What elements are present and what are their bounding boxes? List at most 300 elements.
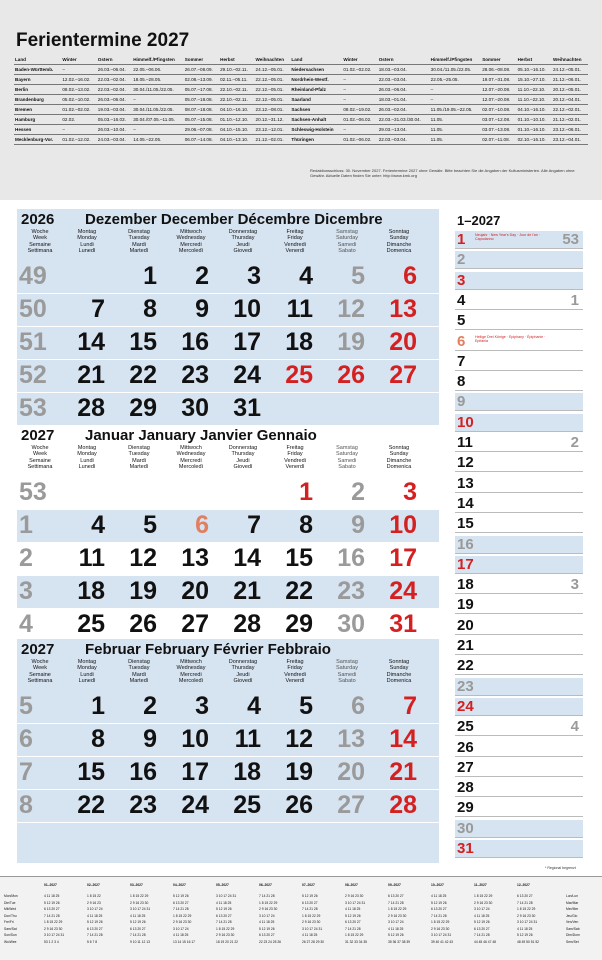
day-number: 26 [129, 610, 157, 638]
day-number: 19 [337, 328, 365, 356]
weekday-label: Donnerstag Thursday Jeudi Giovedì [228, 445, 258, 470]
day-number: 9 [351, 511, 365, 539]
day-number: 2 [351, 478, 365, 506]
holiday-cell: 29.10.–02.11. [219, 65, 254, 75]
day-number: 7 [247, 511, 261, 539]
day-strip-row [455, 739, 583, 757]
day-strip-number: 5 [457, 312, 466, 330]
day-strip-number: 16 [457, 535, 474, 553]
holiday-cell: 04.10.–15.10. [219, 125, 254, 135]
day-strip-number: 4 [457, 291, 466, 309]
weekday-header [17, 229, 439, 261]
day-number: 16 [129, 758, 157, 786]
day-strip-row [455, 272, 583, 290]
holiday-cell: 23.12.–12.01. [255, 125, 291, 135]
year-overview [0, 876, 602, 960]
day-strip-row [455, 312, 583, 330]
holiday-header: Himmelf./Pfingsten [132, 55, 184, 65]
holiday-cell: Baden-Württemb. [14, 65, 61, 75]
holiday-cell: 01.02.–02.02. [342, 65, 377, 75]
day-number: 15 [285, 544, 313, 572]
overview-month-grid: 1 8 15 22 29 2 9 16 23 30 3 10 17 24 4 11 18 25 5 12 19 26 6 13 20 27 7 14 21 28 44 45 46 47 48 [474, 894, 496, 944]
holiday-cell: 26.07.–08.09. [184, 65, 219, 75]
holiday-header: Winter [342, 55, 377, 65]
weekday-label: Montag Monday Lundi Lunedì [77, 659, 97, 684]
holiday-cell: 26.03.–06.04. [97, 95, 132, 105]
holiday-cell: 05.07.–17.08. [184, 85, 219, 95]
holiday-cell: 23.12.–06.01. [552, 125, 588, 135]
holiday-cell: 22.03.–03.04. [378, 135, 430, 145]
overview-month-title: 10–2027 [431, 883, 444, 887]
week-row [17, 790, 439, 823]
holiday-note: Neujahr · New Year's Day · Jour de l'an · Capodanno [475, 233, 540, 241]
day-number: 27 [181, 610, 209, 638]
holiday-cell: – [430, 85, 482, 95]
holiday-cell: 22.03.–02.04. [97, 75, 132, 85]
day-strip-number: 23 [457, 677, 474, 695]
holiday-cell: 22.03.–02.04. [97, 85, 132, 95]
day-strip-week: 3 [570, 576, 579, 594]
day-number: 23 [337, 577, 365, 605]
overview-month-title: 03–2027 [130, 883, 143, 887]
day-number: 11 [286, 295, 313, 323]
day-number: 30 [181, 394, 209, 422]
day-number: 19 [129, 577, 157, 605]
week-row [17, 261, 439, 294]
holiday-cell: Thüringen [290, 135, 342, 145]
holiday-cell: 21.12.–06.01. [552, 75, 588, 85]
overview-month-grid: 2 9 16 23 30 3 10 17 24 31 4 11 18 25 5 12 19 26 6 13 20 27 7 14 21 28 1 8 15 22 29 31 32 33 34 35 [345, 894, 367, 944]
day-number: 8 [143, 295, 157, 323]
week-row [17, 510, 439, 543]
holiday-cell: 22.10.–02.11. [219, 95, 254, 105]
day-number: 15 [77, 758, 105, 786]
day-number: 9 [195, 295, 209, 323]
day-strip-title: 1–2027 [457, 213, 501, 228]
day-number: 11 [78, 544, 105, 572]
holiday-cell: 22.03.–31.03./30.04. [378, 115, 430, 125]
day-number: 27 [337, 791, 365, 819]
day-number: 30 [337, 610, 365, 638]
holiday-cell: 29.06.–07.08. [184, 125, 219, 135]
week-row [17, 691, 439, 724]
day-number: 12 [285, 725, 313, 753]
holiday-cell: 04.10.–16.10. [517, 105, 552, 115]
week-number: 53 [19, 394, 47, 422]
holiday-cell: 11.10.–22.10. [517, 85, 552, 95]
day-number: 24 [233, 361, 261, 389]
day-strip-row [455, 698, 583, 716]
day-number: 25 [233, 791, 261, 819]
month-year: 2027 [21, 641, 55, 658]
holiday-cell: 20.12.–05.01. [552, 85, 588, 95]
day-number: 10 [389, 511, 417, 539]
day-number: 5 [351, 262, 365, 290]
holiday-cell: 21.12.–02.01. [552, 115, 588, 125]
week-row [17, 294, 439, 327]
day-number: 18 [77, 577, 105, 605]
holiday-cell: 03.07.–13.08. [481, 125, 516, 135]
holiday-cell: 30.04./07.05.–11.05. [132, 115, 184, 125]
day-strip-number: 28 [457, 779, 474, 797]
day-strip-row [455, 840, 583, 858]
day-strip-week: 53 [562, 231, 579, 248]
day-number: 10 [181, 725, 209, 753]
month-year: 2027 [21, 427, 55, 444]
holiday-note: Heilige Drei Könige · Epiphany · Épiphanie · Epifania [475, 334, 546, 343]
day-strip-number: 3 [457, 271, 466, 289]
holiday-cell: 02.10.–16.10. [517, 135, 552, 145]
holiday-cell: 24.12.–05.01. [552, 65, 588, 75]
overview-month-title: 11–2027 [474, 883, 487, 887]
holiday-cell: 28.06.–08.08. [481, 65, 516, 75]
weekday-label: Mittwoch Wednesday Mercredi Mercoledì [176, 445, 206, 470]
holiday-cell: Bremen [14, 105, 61, 115]
weekday-label: Montag Monday Lundi Lunedì [77, 229, 97, 254]
holiday-row [14, 105, 588, 115]
holiday-cell: 23.12.–04.01. [552, 135, 588, 145]
day-strip-number: 25 [457, 718, 474, 736]
overview-month-title: 09–2027 [388, 883, 401, 887]
holiday-cell: Niedersachsen [290, 65, 342, 75]
holiday-cell: 01.10.–10.10. [517, 115, 552, 125]
holiday-cell: 08.02.–13.02. [61, 85, 96, 95]
day-number: 3 [403, 478, 417, 506]
holiday-header: Weihnachten [552, 55, 588, 65]
holiday-cell: 22.12.–02.01. [552, 105, 588, 115]
holiday-cell: 26.03.–06.04. [378, 85, 430, 95]
weekday-label: Dienstag Tuesday Mardi Martedì [128, 659, 150, 684]
day-strip-number: 17 [457, 555, 474, 573]
holiday-cell: 26.03.–06.04. [97, 65, 132, 75]
holiday-header: Himmelf./Pfingsten [430, 55, 482, 65]
day-number: 21 [389, 758, 417, 786]
holiday-cell: 01.02.–06.02. [342, 115, 377, 125]
day-number: 14 [77, 328, 105, 356]
holiday-cell: 18.03.–03.04. [378, 65, 430, 75]
day-number: 2 [195, 262, 209, 290]
day-strip-number: 11 [457, 434, 473, 451]
holiday-row [14, 85, 588, 95]
day-number: 28 [77, 394, 105, 422]
day-strip-week: 2 [570, 434, 579, 451]
holiday-cell: 30.04./11.05./22.05. [430, 65, 482, 75]
overview-month-grid: 5 12 19 26 6 13 20 27 7 14 21 28 1 8 15 22 29 2 9 16 23 30 3 10 17 24 4 11 18 25 13 14 15 16 17 [173, 894, 195, 944]
holiday-cell: – [430, 95, 482, 105]
holiday-cell: – [342, 125, 377, 135]
day-strip-number: 8 [457, 373, 466, 391]
week-row [17, 477, 439, 510]
day-strip-week: 1 [570, 291, 579, 309]
month-year: 2026 [21, 211, 55, 228]
day-number: 20 [181, 577, 209, 605]
day-number: 6 [403, 262, 417, 290]
overview-month-title: 01–2027 [44, 883, 57, 887]
holiday-cell: 02.11.–05.11. [219, 75, 254, 85]
holiday-cell: 12.07.–20.08. [481, 85, 516, 95]
holiday-cell: 18.03.–01.04. [378, 95, 430, 105]
holiday-table [14, 55, 588, 145]
day-number: 31 [389, 610, 417, 638]
regional-footnote: * Regional begrenzt [545, 866, 576, 870]
weekday-label: Sonntag Sunday Dimanche Domenica [386, 229, 412, 254]
holiday-cell: 01.02.–06.02. [342, 135, 377, 145]
holiday-cell: 22.10.–02.11. [219, 85, 254, 95]
week-number: 3 [19, 577, 33, 605]
day-strip-row [455, 820, 583, 838]
day-number: 10 [233, 295, 261, 323]
day-number: 1 [299, 478, 313, 506]
holiday-cell: Brandenburg [14, 95, 61, 105]
day-strip-number: 29 [457, 799, 474, 817]
day-strip-row [455, 596, 583, 614]
holiday-header: Ostern [378, 55, 430, 65]
day-strip-number: 21 [457, 637, 474, 654]
holiday-row [14, 115, 588, 125]
holiday-cell: 02.07.–11.08. [481, 135, 516, 145]
day-number: 20 [337, 758, 365, 786]
holiday-row [14, 135, 588, 145]
weekday-header [17, 659, 439, 691]
day-strip-row [455, 536, 583, 554]
holiday-cell: 05.02.–10.02. [61, 95, 96, 105]
weekday-label: Freitag Friday Vendredi Venerdì [284, 659, 306, 684]
week-number: 5 [19, 692, 33, 720]
overview-month-title: 12–2027 [517, 883, 530, 887]
day-number: 12 [129, 544, 157, 572]
week-number: 7 [19, 758, 33, 786]
week-row [17, 543, 439, 576]
day-strip-number: 6 [457, 332, 466, 350]
month-header [17, 209, 439, 229]
holiday-cell: 11.05. [430, 115, 482, 125]
holiday-cell: 30.04./11.05./22.05. [132, 85, 184, 95]
holiday-cell: – [342, 85, 377, 95]
overview-month-title: 04–2027 [173, 883, 186, 887]
day-strip [455, 209, 583, 863]
day-number: 4 [91, 511, 105, 539]
day-strip-row [455, 576, 583, 594]
holiday-cell: 03.07.–12.08. [481, 115, 516, 125]
holiday-cell: 01.10.–16.10. [517, 125, 552, 135]
day-number: 5 [143, 511, 157, 539]
day-number: 16 [337, 544, 365, 572]
holiday-cell: Hamburg [14, 115, 61, 125]
day-strip-number: 30 [457, 819, 474, 837]
holiday-cell: 24.03.–03.04. [97, 135, 132, 145]
overview-month-title: 07–2027 [302, 883, 315, 887]
week-number: 49 [19, 262, 47, 290]
day-number: 1 [143, 262, 157, 290]
monthly-calendar [17, 209, 439, 863]
month-name: Februar February Février Febbraio [85, 641, 331, 658]
holiday-cell: 11.05./19.05.–22.05. [430, 105, 482, 115]
holiday-row [14, 95, 588, 105]
day-number: 7 [91, 295, 105, 323]
day-number: 7 [403, 692, 417, 720]
holiday-cell: 01.10.–12.10. [219, 115, 254, 125]
weekday-label: Donnerstag Thursday Jeudi Giovedì [228, 659, 258, 684]
holiday-header: Sommer [481, 55, 516, 65]
weekday-label: Freitag Friday Vendredi Venerdì [284, 229, 306, 254]
holiday-cell: 22.12.–05.01. [255, 95, 291, 105]
day-number: 13 [389, 295, 417, 323]
overview-month-grid: 1 8 15 22 2 9 16 23 3 10 17 24 4 11 18 25 5 12 19 26 6 13 20 27 7 14 21 28 5 6 7 8 [87, 894, 103, 944]
day-number: 29 [129, 394, 157, 422]
week-row [17, 393, 439, 426]
day-strip-row [455, 393, 583, 411]
week-row [17, 757, 439, 790]
day-strip-row [455, 617, 583, 635]
holiday-cell: 22.12.–05.01. [255, 75, 291, 85]
day-number: 2 [143, 692, 157, 720]
holiday-cell: Sachsen [290, 105, 342, 115]
day-number: 13 [181, 544, 209, 572]
day-number: 22 [285, 577, 313, 605]
day-strip-row [455, 454, 583, 472]
weekday-label: Mittwoch Wednesday Mercredi Mercoledì [176, 659, 206, 684]
day-number: 31 [233, 394, 261, 422]
holiday-cell: Berlin [14, 85, 61, 95]
day-number: 9 [143, 725, 157, 753]
day-strip-row [455, 759, 583, 777]
holiday-header: Herbst [219, 55, 254, 65]
holiday-cell: Saarland [290, 95, 342, 105]
weekday-label: Samstag Saturday Samedi Sabato [335, 659, 358, 684]
holiday-cell: 26.03.–10.04. [97, 125, 132, 135]
day-number: 22 [77, 791, 105, 819]
week-row [17, 360, 439, 393]
day-number: 8 [91, 725, 105, 753]
holiday-cell: Nordrhein-Westf. [290, 75, 342, 85]
day-number: 12 [337, 295, 365, 323]
week-number: 8 [19, 791, 33, 819]
month-name: Dezember December Décembre Dicembre [85, 211, 383, 228]
week-label: Woche Week Semaine Settimana [27, 229, 53, 254]
weekday-labels-right: Lun/Lun Mar/Mar Mer/Mer Jeu/Gio Ven/Ven Sam/Sab Dim/Dom Sem/Set [566, 894, 580, 944]
day-strip-row [455, 292, 583, 310]
day-number: 18 [285, 328, 313, 356]
holiday-cell: 29.03.–13.04. [378, 125, 430, 135]
holiday-header: Ostern [97, 55, 132, 65]
overview-month-grid: 5 12 19 26 6 13 20 27 7 14 21 28 1 8 15 22 29 2 9 16 23 30 3 10 17 24 31 4 11 18 25 26 27 28 29 30 [302, 894, 324, 944]
day-number: 15 [129, 328, 157, 356]
holiday-header: Land [290, 55, 342, 65]
holiday-header: Herbst [517, 55, 552, 65]
day-strip-row [455, 495, 583, 513]
week-number: 52 [19, 361, 47, 389]
day-number: 14 [233, 544, 261, 572]
holiday-cell: 11.05. [430, 125, 482, 135]
holiday-cell: 04.10.–13.10. [219, 135, 254, 145]
holiday-header: Sommer [184, 55, 219, 65]
day-number: 17 [389, 544, 417, 572]
day-number: 13 [337, 725, 365, 753]
weekday-header [17, 445, 439, 477]
holiday-cell: 05.07.–18.08. [184, 95, 219, 105]
day-strip-number: 24 [457, 697, 474, 715]
week-row [17, 724, 439, 757]
overview-month-grid: 3 10 17 24 31 4 11 18 25 5 12 19 26 6 13 20 27 7 14 21 28 1 8 15 22 29 2 9 16 23 30 18 19 20 21 22 [216, 894, 238, 944]
weekday-label: Samstag Saturday Samedi Sabato [335, 445, 358, 470]
day-number: 14 [389, 725, 417, 753]
month-header [17, 425, 439, 445]
holiday-cell: – [342, 95, 377, 105]
weekday-label: Sonntag Sunday Dimanche Domenica [386, 659, 412, 684]
holiday-cell: – [342, 75, 377, 85]
day-strip-row [455, 657, 583, 675]
holiday-cell: 22.03.–03.04. [378, 75, 430, 85]
day-strip-row [455, 779, 583, 797]
holiday-cell: 18.05.–28.05. [132, 75, 184, 85]
holiday-cell: Rheinland-Pfalz [290, 85, 342, 95]
week-number: 51 [19, 328, 47, 356]
weekday-label: Samstag Saturday Samedi Sabato [335, 229, 358, 254]
holiday-cell: 19.07.–31.08. [481, 75, 516, 85]
day-number: 6 [195, 511, 209, 539]
holiday-cell: – [61, 65, 96, 75]
day-strip-row [455, 637, 583, 655]
week-label: Woche Week Semaine Settimana [27, 445, 53, 470]
day-number: 17 [233, 328, 261, 356]
weekday-label: Dienstag Tuesday Mardi Martedì [128, 445, 150, 470]
overview-month-grid: 6 13 20 27 7 14 21 28 1 8 15 22 29 2 9 16 23 30 3 10 17 24 4 11 18 25 5 12 19 26 35 36 37 38 39 [388, 894, 410, 944]
day-number: 28 [389, 791, 417, 819]
month-name: Januar January Janvier Gennaio [85, 427, 317, 444]
day-strip-number: 7 [457, 352, 466, 370]
day-strip-number: 19 [457, 596, 474, 614]
day-strip-number: 26 [457, 738, 474, 756]
holiday-cell: – [132, 95, 184, 105]
day-strip-number: 10 [457, 413, 474, 431]
day-strip-row [455, 475, 583, 493]
weekday-label: Mittwoch Wednesday Mercredi Mercoledì [176, 229, 206, 254]
holiday-cell: Sachsen-Anhalt [290, 115, 342, 125]
day-number: 22 [129, 361, 157, 389]
holiday-cell: 05.10.–16.10. [517, 65, 552, 75]
day-strip-number: 15 [457, 515, 474, 533]
holiday-row [14, 65, 588, 75]
day-number: 27 [389, 361, 417, 389]
day-number: 6 [351, 692, 365, 720]
day-strip-row [455, 353, 583, 371]
day-number: 28 [233, 610, 261, 638]
week-label: Woche Week Semaine Settimana [27, 659, 53, 684]
week-number: 50 [19, 295, 47, 323]
holiday-cell: 02.02. [61, 115, 96, 125]
day-strip-row [455, 333, 583, 351]
week-row [17, 327, 439, 360]
overview-month-title: 05–2027 [216, 883, 229, 887]
month-header [17, 639, 439, 659]
holiday-cell: 05.07.–15.08. [184, 115, 219, 125]
holiday-cell: 08.02.–19.02. [342, 105, 377, 115]
day-number: 3 [195, 692, 209, 720]
day-strip-row [455, 515, 583, 533]
overview-month-grid: 6 13 20 27 7 14 21 28 1 8 15 22 29 2 9 16 23 30 3 10 17 24 31 4 11 18 25 5 12 19 26 48 49 50 51 52 [517, 894, 539, 944]
day-strip-row [455, 678, 583, 696]
day-number: 26 [285, 791, 313, 819]
holiday-cell: 22.12.–05.01. [255, 85, 291, 95]
day-number: 11 [234, 725, 261, 753]
day-strip-number: 9 [457, 393, 466, 411]
overview-month-grid: 4 11 18 25 5 12 19 26 6 13 20 27 7 14 21 28 1 8 15 22 29 2 9 16 23 30 3 10 17 24 31 39 40 41 42 43 [431, 894, 453, 944]
holiday-cell: 02.08.–13.09. [184, 75, 219, 85]
day-number: 24 [389, 577, 417, 605]
day-strip-number: 14 [457, 494, 474, 512]
day-strip-number: 1 [457, 231, 466, 248]
holiday-cell: 14.05.–22.05. [132, 135, 184, 145]
